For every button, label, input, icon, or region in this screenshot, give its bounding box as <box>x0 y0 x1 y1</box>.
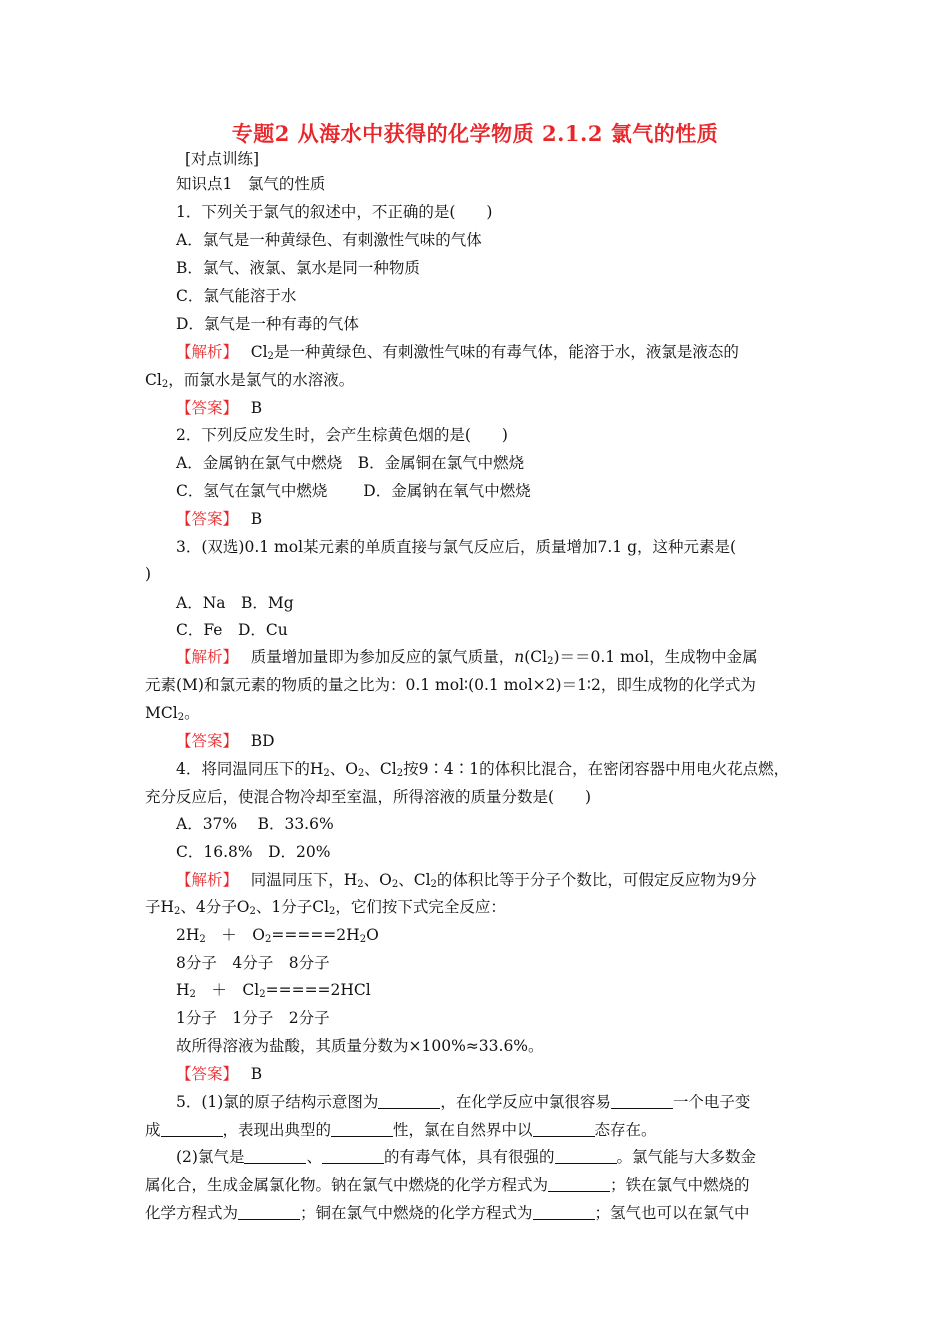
q2-stem: 2．下列反应发生时，会产生棕黄色烟的是( ) <box>176 426 508 444</box>
section-label: [对点训练] <box>185 150 260 168</box>
q4-equation-1-counts: 8分子 4分子 8分子 <box>176 954 330 972</box>
fill-blank[interactable] <box>611 1094 673 1109</box>
page-title: 专题2 从海水中获得的化学物质 2.1.2 氯气的性质 <box>231 121 719 146</box>
fill-blank[interactable] <box>548 1177 610 1192</box>
q4-conclusion: 故所得溶液为盐酸，其质量分数为×100%≈33.6%。 <box>176 1037 544 1055</box>
fill-blank[interactable] <box>378 1094 440 1109</box>
answer-tag: 【答案】 <box>176 1065 231 1083</box>
q4-equation-1: $2H_2$ ＋ $O_2=====2H_2O$ <box>176 926 379 945</box>
fill-blank[interactable] <box>161 1122 223 1137</box>
fill-blank[interactable] <box>238 1205 300 1220</box>
knowledge-point-heading: 知识点1 氯气的性质 <box>176 175 326 193</box>
q5-part2-line2: 属化合，生成金属氯化物。钠在氯气中燃烧的化学方程式为 ；铁在氯气中燃烧的 <box>145 1176 750 1194</box>
answer-tag: 【答案】 <box>176 399 231 417</box>
analysis-tag: 【解析】 <box>176 648 231 666</box>
q2-options-cd: C．氢气在氯气中燃烧 D．金属钠在氧气中燃烧 <box>176 482 531 500</box>
q5-part1-line1: 5．(1)氯的原子结构示意图为 ，在化学反应中氯很容易 一个电子变 <box>176 1093 751 1111</box>
q3-analysis-line1: 【解析】 质量增加量即为参加反应的氯气质量，$n(Cl_2)==0.1$ mol，生成物中金属 <box>176 648 758 667</box>
q3-options-ab: A．Na B．Mg <box>176 594 294 612</box>
q3-answer: 【答案】 BD <box>176 732 275 750</box>
q1-option-a: A．氯气是一种黄绿色、有刺激性气味的气体 <box>176 231 482 249</box>
answer-tag: 【答案】 <box>176 510 231 528</box>
q3-stem-line2: ) <box>145 565 152 583</box>
q2-answer: 【答案】 B <box>176 510 263 528</box>
q1-option-c: C．氯气能溶于水 <box>176 287 297 305</box>
fill-blank[interactable] <box>322 1149 384 1164</box>
q1-analysis-line2: $Cl_2$，而氯水是氯气的水溶液。 <box>145 371 355 390</box>
q4-stem-line2: 充分反应后，使混合物冷却至室温，所得溶液的质量分数是( ) <box>145 788 592 806</box>
q4-options-ab: A．37% B．33.6% <box>176 815 334 833</box>
q3-options-cd: C．Fe D．Cu <box>176 621 288 639</box>
q2-options-ab: A．金属钠在氯气中燃烧 B．金属铜在氯气中燃烧 <box>176 454 525 472</box>
q4-analysis-line1: 【解析】 同温同压下，$H_2$、$O_2$、$Cl_2$的体积比等于分子个数比，可假定反应物为9分 <box>176 871 757 890</box>
answer-tag: 【答案】 <box>176 732 231 750</box>
analysis-tag: 【解析】 <box>176 871 231 889</box>
q4-options-cd: C．16.8% D．20% <box>176 843 331 861</box>
q4-equation-2-counts: 1分子 1分子 2分子 <box>176 1009 330 1027</box>
fill-blank[interactable] <box>244 1149 306 1164</box>
q5-part1-line2: 成 ，表现出典型的 性，氯在自然界中以 态存在。 <box>145 1121 657 1139</box>
fill-blank[interactable] <box>533 1205 595 1220</box>
q4-equation-2: $H_2$ ＋ $Cl_2=====2HCl$ <box>176 981 371 1000</box>
q1-option-b: B．氯气、液氯、氯水是同一种物质 <box>176 259 420 277</box>
fill-blank[interactable] <box>533 1122 595 1137</box>
q1-analysis-line1: 【解析】 $Cl_2$是一种黄绿色、有刺激性气味的有毒气体，能溶于水，液氯是液态的 <box>176 343 739 362</box>
q1-stem: 1．下列关于氯气的叙述中，不正确的是( ) <box>176 203 493 221</box>
q5-part2-line3: 化学方程式为 ；铜在氯气中燃烧的化学方程式为 ；氢气也可以在氯气中 <box>145 1204 750 1222</box>
q3-analysis-line2: 元素(M)和氯元素的物质的量之比为：0.1 mol∶(0.1 mol×2)＝1∶2，即生成物的化学式为 <box>145 676 756 694</box>
q1-answer: 【答案】 B <box>176 399 263 417</box>
q1-option-d: D．氯气是一种有毒的气体 <box>176 315 359 333</box>
q3-analysis-line3: MCl$_2$。 <box>145 704 200 723</box>
analysis-tag: 【解析】 <box>176 343 231 361</box>
q3-stem-line1: 3．(双选)0.1 mol某元素的单质直接与氯气反应后，质量增加7.1 g，这种元素是( <box>176 538 737 556</box>
q5-part2-line1: (2)氯气是 、 的有毒气体，具有很强的 。氯气能与大多数金 <box>176 1148 757 1166</box>
fill-blank[interactable] <box>331 1122 393 1137</box>
fill-blank[interactable] <box>555 1149 617 1164</box>
q4-analysis-line2: 子$H_2$、4分子$O_2$、1分子$Cl_2$，它们按下式完全反应： <box>145 898 506 917</box>
q4-stem-line1: 4．将同温同压下的$H_2$、$O_2$、$Cl_2$按9∶4∶1的体积比混合，在密闭容器中用电火花点燃， <box>176 760 790 779</box>
q4-answer: 【答案】 B <box>176 1065 263 1083</box>
